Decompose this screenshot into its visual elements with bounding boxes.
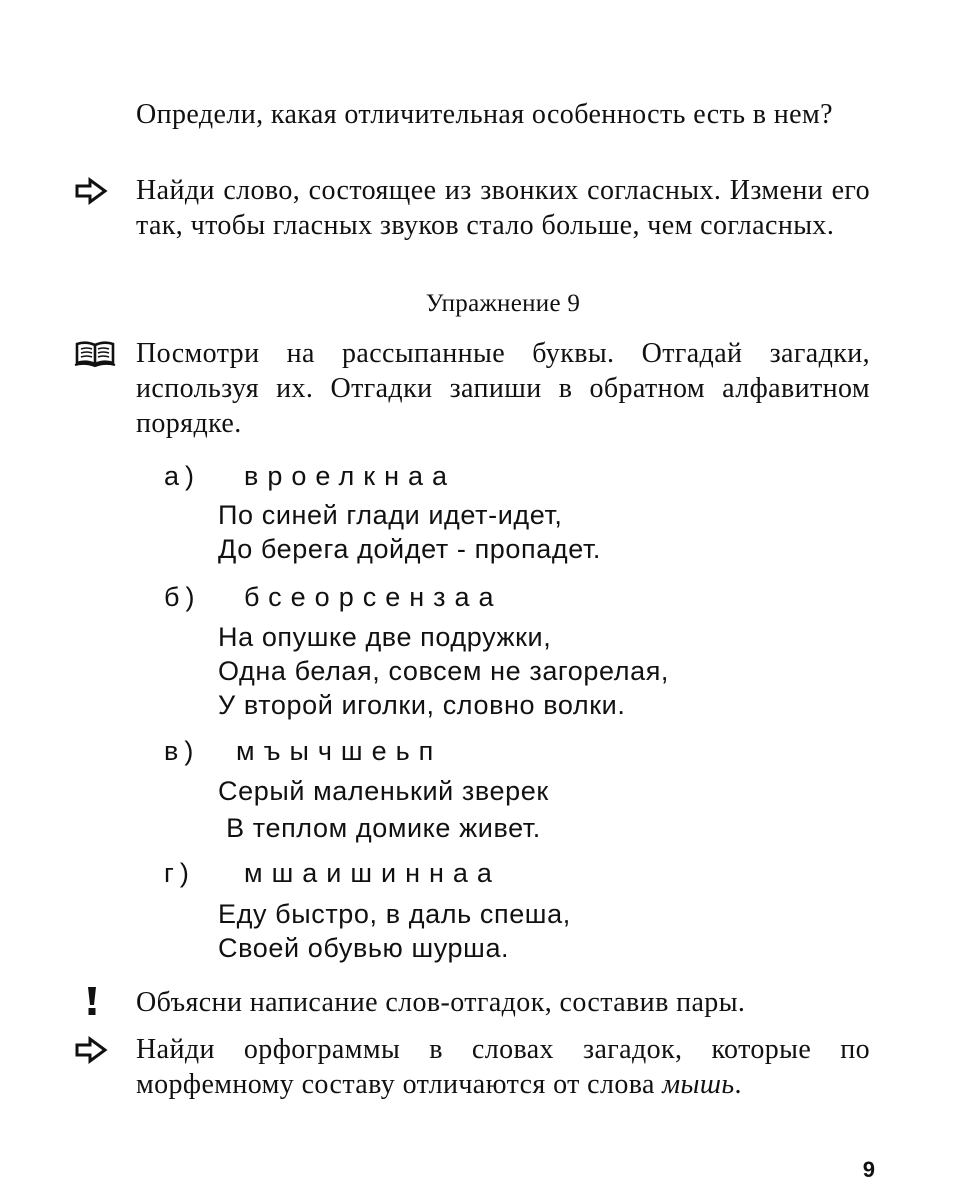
riddle-line: В теплом домике живет. [218,813,541,843]
riddle-label-a: а) [164,461,201,491]
arrow-right-icon [74,176,114,206]
open-book-icon [74,340,116,368]
riddle-line: Серый маленький зверек [218,776,549,806]
paragraph-find-spellings [136,1032,870,1102]
riddle-line: Еду быстро, в даль спеша, [218,899,571,929]
riddle-line: До берега дойдет - пропадет. [218,534,602,564]
scrambled-letters-b: бсеорсензаа [244,582,503,612]
scrambled-letters-a: вроелкнаа [244,461,457,491]
paragraph-find-word: Найди слово, состоящее из звонких согласных. Измени его так, чтобы гласных звуков стало больше, чем согласных. [136,175,870,241]
paragraph-instructions: Посмотри на рассыпанные буквы. Отгадай загадки, используя их. Отгадки запиши в обратном алфавитном порядке. [136,338,870,439]
page-number: 9 [862,1157,875,1182]
riddle-label-v: в) [164,736,200,766]
italic-word-mysh: мышь [662,1069,735,1100]
scrambled-letters-v: мъычшеьп [236,736,443,766]
scrambled-letters-g: мшаишиннаа [244,858,501,888]
paragraph-explain: Объясни написание слов-отгадок, составив пары. [136,987,746,1018]
riddle-line: У второй иголки, словно волки. [218,690,626,720]
riddle-line: Своей обувью шурша. [218,933,510,963]
paragraph-find-spellings-text: Найди орфограммы в словах загадок, которые по морфемному составу отличаются от слова [136,1034,870,1100]
riddle-line: По синей глади идет-идет, [218,500,563,530]
riddle-label-g: г) [164,858,195,888]
paragraph-determine: Определи, какая отличительная особенность есть в нем? [136,99,833,130]
riddle-label-b: б) [164,582,201,612]
arrow-right-icon [74,1035,114,1065]
exercise-title: Упражнение 9 [425,290,581,317]
paragraph-period: . [734,1069,742,1100]
riddle-line: На опушке две подружки, [218,622,552,652]
riddle-line: Одна белая, совсем не загорелая, [218,656,670,686]
exclamation-icon [80,985,104,1017]
